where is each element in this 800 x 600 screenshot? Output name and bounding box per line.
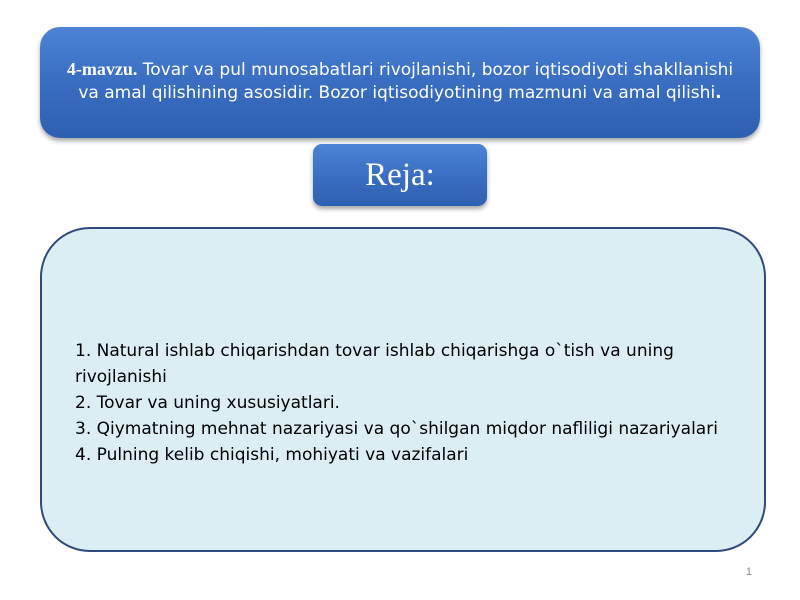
plan-heading: Reja:: [365, 156, 435, 193]
topic-title-box: [40, 27, 760, 138]
topic-title-end: .: [715, 83, 722, 103]
plan-item-4: 4. Pulning kelib chiqishi, mohiyati va vazifalari: [75, 445, 469, 465]
topic-title-text: Tovar va pul munosabatlari rivojlanishi, bozor iqtisodiyoti shakllanishi va amal qilishining asosidir. Bozor iqtisodiyotining mazmuni va amal qilishi: [78, 60, 734, 103]
plan-content-box: [40, 227, 766, 552]
plan-item-3: 3. Qiymatning mehnat nazariyasi va qo`shilgan miqdor nafliligi nazariyalari: [75, 419, 718, 439]
page-number: 1: [745, 566, 752, 578]
topic-title: [64, 58, 736, 105]
plan-item-2: 2. Tovar va uning xususiyatlari.: [75, 393, 340, 413]
plan-list: [75, 338, 735, 468]
plan-item-1: 1. Natural ishlab chiqarishdan tovar ishlab chiqarishga o`tish va uning rivojlanishi: [75, 341, 674, 387]
plan-heading-box: [313, 144, 487, 206]
topic-number-label: 4-mavzu.: [66, 59, 138, 79]
